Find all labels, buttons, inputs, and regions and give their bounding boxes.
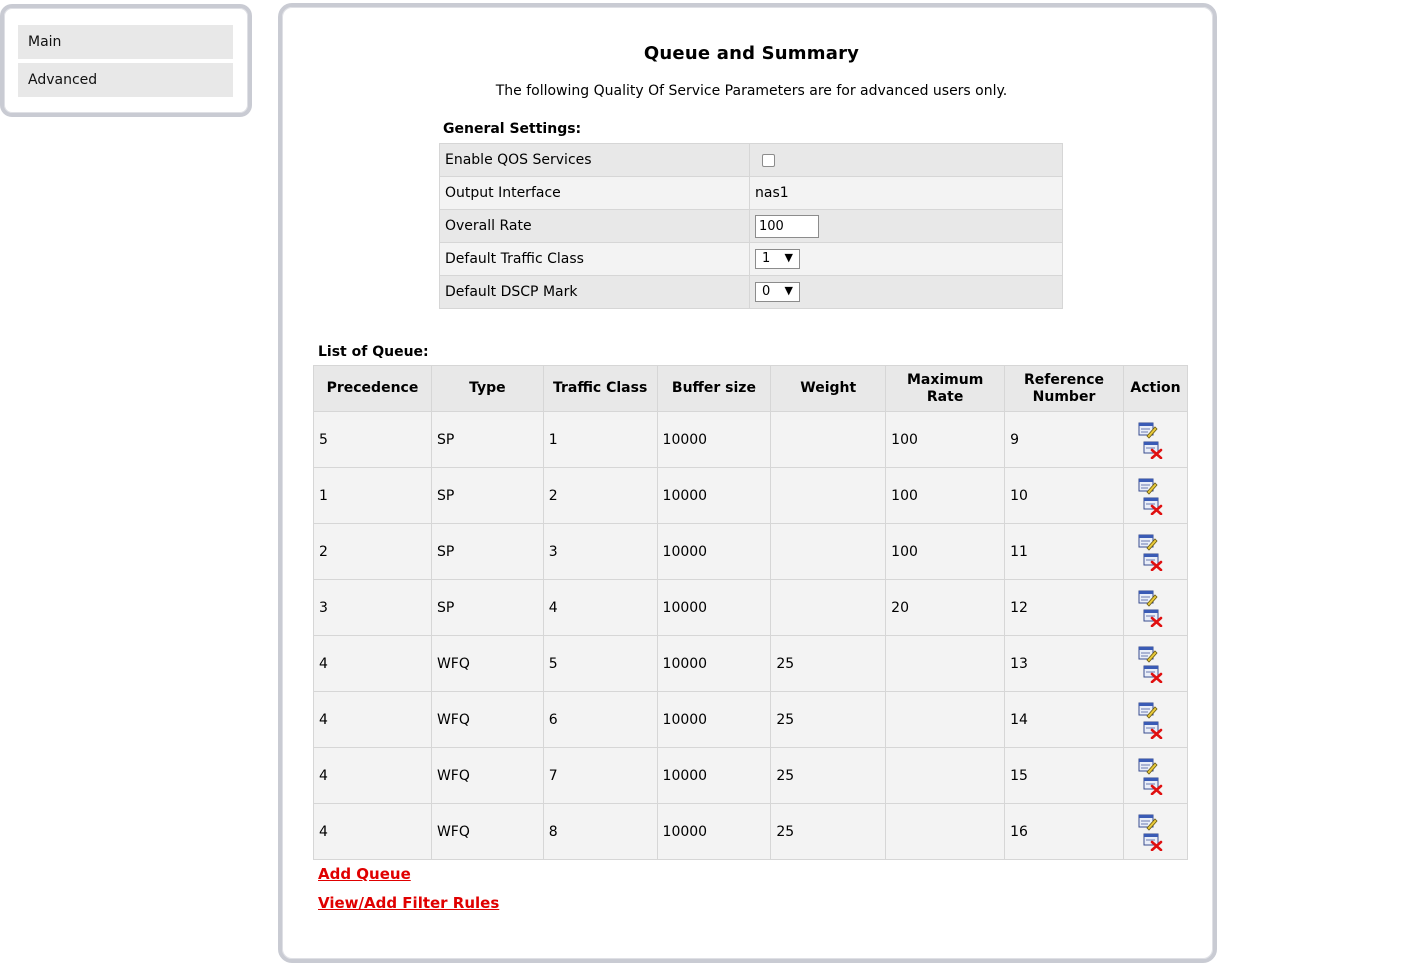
- cell-reference-number: 14: [1005, 692, 1124, 748]
- queue-table-header: [314, 366, 1188, 412]
- cell-maximum-rate: 20: [886, 580, 1005, 636]
- cell-maximum-rate: 100: [886, 524, 1005, 580]
- header-buffer-size: Buffer size: [657, 366, 771, 412]
- table-row: [314, 636, 1188, 692]
- default-traffic-class-value: 1: [762, 251, 771, 266]
- header-precedence: Precedence: [314, 366, 432, 412]
- cell-maximum-rate: [886, 804, 1005, 860]
- header-reference-number-line1: Reference: [1024, 371, 1105, 388]
- overall-rate-row: [440, 210, 1063, 243]
- header-action: Action: [1123, 366, 1187, 412]
- cell-action: [1123, 580, 1187, 636]
- cell-traffic-class: 7: [543, 748, 657, 804]
- output-interface-value: nas1: [750, 177, 1063, 210]
- cell-traffic-class: 2: [543, 468, 657, 524]
- cell-weight: 25: [771, 748, 886, 804]
- header-maximum-rate-line2: Rate: [926, 388, 964, 405]
- cell-reference-number: 10: [1005, 468, 1124, 524]
- cell-precedence: 3: [314, 580, 432, 636]
- edit-icon[interactable]: [1138, 533, 1158, 551]
- cell-action: [1123, 804, 1187, 860]
- cell-buffer-size: 10000: [657, 692, 771, 748]
- delete-icon[interactable]: [1143, 497, 1163, 515]
- table-row: [314, 692, 1188, 748]
- cell-buffer-size: 10000: [657, 580, 771, 636]
- dropdown-arrow-icon: ▼: [784, 251, 793, 264]
- cell-weight: [771, 412, 886, 468]
- cell-precedence: 4: [314, 804, 432, 860]
- default-dscp-value: 0: [762, 284, 771, 299]
- cell-type: WFQ: [431, 748, 543, 804]
- cell-action: [1123, 524, 1187, 580]
- delete-icon[interactable]: [1143, 441, 1163, 459]
- delete-icon[interactable]: [1143, 665, 1163, 683]
- cell-reference-number: 9: [1005, 412, 1124, 468]
- dropdown-arrow-icon: ▼: [784, 284, 793, 297]
- default-dscp-select[interactable]: [755, 282, 800, 302]
- header-traffic-class: Traffic Class: [543, 366, 657, 412]
- cell-action: [1123, 412, 1187, 468]
- cell-precedence: 1: [314, 468, 432, 524]
- queue-list-heading: List of Queue:: [318, 344, 429, 360]
- table-row: [314, 748, 1188, 804]
- edit-icon[interactable]: [1138, 477, 1158, 495]
- edit-icon[interactable]: [1138, 813, 1158, 831]
- view-filter-rules-link[interactable]: View/Add Filter Rules: [318, 894, 500, 912]
- cell-buffer-size: 10000: [657, 748, 771, 804]
- cell-traffic-class: 5: [543, 636, 657, 692]
- table-row: [314, 524, 1188, 580]
- delete-icon[interactable]: [1143, 609, 1163, 627]
- cell-precedence: 4: [314, 636, 432, 692]
- side-menu: [0, 4, 252, 117]
- cell-weight: 25: [771, 804, 886, 860]
- table-row: [314, 804, 1188, 860]
- cell-weight: 25: [771, 692, 886, 748]
- header-maximum-rate: [886, 366, 1005, 412]
- page-description: The following Quality Of Service Parameters are for advanced users only.: [495, 83, 1008, 99]
- cell-buffer-size: 10000: [657, 524, 771, 580]
- cell-maximum-rate: 100: [886, 468, 1005, 524]
- output-interface-label: Output Interface: [440, 177, 750, 210]
- cell-type: SP: [431, 524, 543, 580]
- cell-traffic-class: 6: [543, 692, 657, 748]
- content-panel: [278, 3, 1217, 963]
- add-queue-link[interactable]: Add Queue: [318, 865, 411, 883]
- cell-maximum-rate: [886, 636, 1005, 692]
- cell-reference-number: 16: [1005, 804, 1124, 860]
- header-reference-number-line2: Number: [1032, 388, 1096, 405]
- table-row: [314, 468, 1188, 524]
- menu-item-advanced[interactable]: Advanced: [18, 63, 233, 97]
- cell-action: [1123, 468, 1187, 524]
- cell-traffic-class: 1: [543, 412, 657, 468]
- overall-rate-input[interactable]: [755, 215, 819, 238]
- menu-item-main[interactable]: Main: [18, 25, 233, 59]
- cell-action: [1123, 692, 1187, 748]
- cell-maximum-rate: [886, 692, 1005, 748]
- cell-type: SP: [431, 580, 543, 636]
- default-traffic-class-select[interactable]: [755, 249, 800, 269]
- page-title: Queue and Summary: [643, 43, 860, 64]
- overall-rate-label: Overall Rate: [440, 210, 750, 243]
- edit-icon[interactable]: [1138, 701, 1158, 719]
- cell-action: [1123, 636, 1187, 692]
- general-settings-table: [439, 143, 1063, 309]
- general-settings-heading: General Settings:: [443, 121, 582, 137]
- cell-buffer-size: 10000: [657, 468, 771, 524]
- cell-type: SP: [431, 412, 543, 468]
- cell-maximum-rate: [886, 748, 1005, 804]
- cell-type: WFQ: [431, 804, 543, 860]
- default-traffic-class-label: Default Traffic Class: [440, 243, 750, 276]
- header-maximum-rate-line1: Maximum: [906, 371, 984, 388]
- cell-maximum-rate: 100: [886, 412, 1005, 468]
- cell-reference-number: 15: [1005, 748, 1124, 804]
- cell-weight: [771, 468, 886, 524]
- delete-icon[interactable]: [1143, 777, 1163, 795]
- cell-reference-number: 11: [1005, 524, 1124, 580]
- cell-weight: 25: [771, 636, 886, 692]
- cell-traffic-class: 4: [543, 580, 657, 636]
- header-reference-number: [1005, 366, 1124, 412]
- default-dscp-label: Default DSCP Mark: [440, 276, 750, 309]
- cell-precedence: 5: [314, 412, 432, 468]
- cell-traffic-class: 8: [543, 804, 657, 860]
- header-type: Type: [431, 366, 543, 412]
- table-row: [314, 580, 1188, 636]
- cell-buffer-size: 10000: [657, 412, 771, 468]
- output-interface-row: [440, 177, 1063, 210]
- cell-reference-number: 12: [1005, 580, 1124, 636]
- default-dscp-row: [440, 276, 1063, 309]
- cell-precedence: 2: [314, 524, 432, 580]
- cell-traffic-class: 3: [543, 524, 657, 580]
- delete-icon[interactable]: [1143, 553, 1163, 571]
- queue-table-body: [314, 412, 1188, 860]
- cell-type: WFQ: [431, 692, 543, 748]
- enable-qos-label: Enable QOS Services: [440, 144, 750, 177]
- edit-icon[interactable]: [1138, 421, 1158, 439]
- cell-buffer-size: 10000: [657, 804, 771, 860]
- edit-icon[interactable]: [1138, 645, 1158, 663]
- default-traffic-class-row: [440, 243, 1063, 276]
- cell-weight: [771, 580, 886, 636]
- table-row: [314, 412, 1188, 468]
- enable-qos-row: [440, 144, 1063, 177]
- cell-type: SP: [431, 468, 543, 524]
- edit-icon[interactable]: [1138, 589, 1158, 607]
- delete-icon[interactable]: [1143, 721, 1163, 739]
- cell-precedence: 4: [314, 692, 432, 748]
- cell-reference-number: 13: [1005, 636, 1124, 692]
- header-weight: Weight: [771, 366, 886, 412]
- cell-action: [1123, 748, 1187, 804]
- cell-weight: [771, 524, 886, 580]
- delete-icon[interactable]: [1143, 833, 1163, 851]
- queue-table: [313, 365, 1188, 860]
- edit-icon[interactable]: [1138, 757, 1158, 775]
- enable-qos-checkbox[interactable]: [762, 154, 775, 167]
- cell-precedence: 4: [314, 748, 432, 804]
- cell-buffer-size: 10000: [657, 636, 771, 692]
- cell-type: WFQ: [431, 636, 543, 692]
